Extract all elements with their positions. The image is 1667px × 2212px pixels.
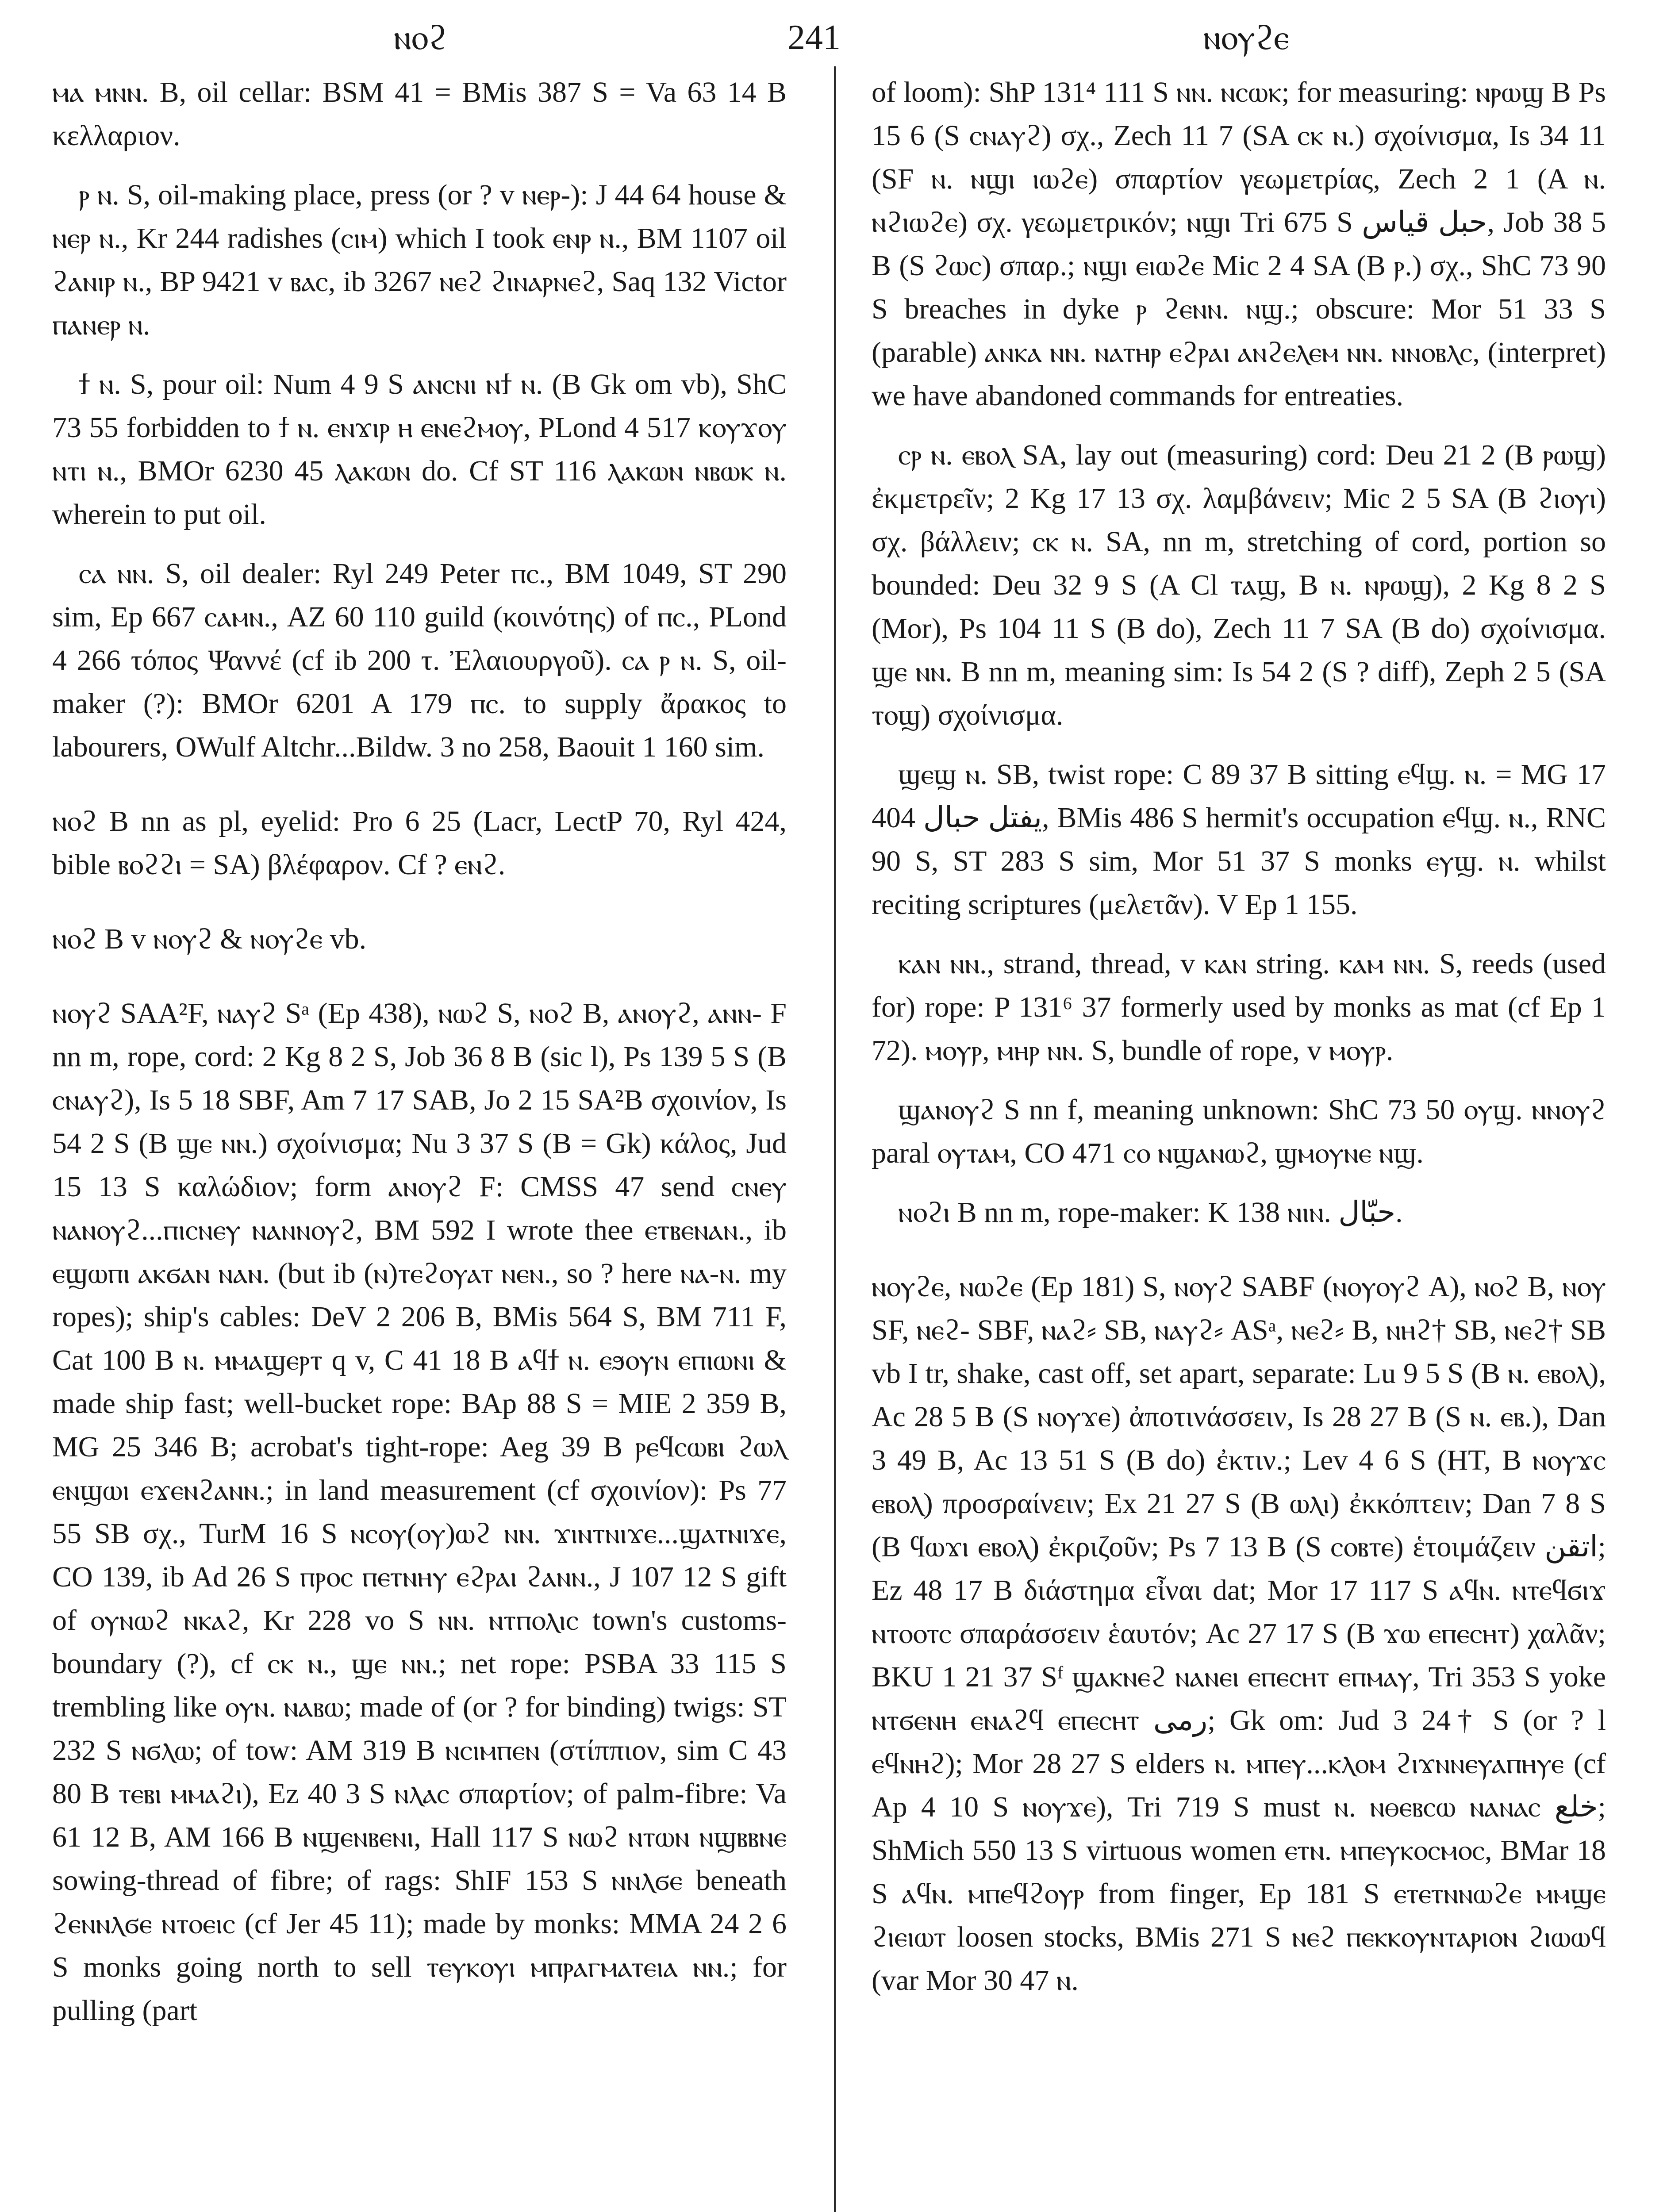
entry-paragraph: ϣⲁⲛⲟⲩϩ S nn f, meaning unknown: ShC 73 50 ⲟⲩϣ. ⲛⲛⲟⲩϩ paral ⲟⲩⲧⲁⲙ, CO 471 ⲥⲟ ⲛϣⲁⲛⲱϩ, ϣⲙⲟⲩⲛⲉ ⲛϣ. [872, 1094, 1606, 1169]
entry-paragraph: ⲛⲟϩ B nn as pl, eyelid: Pro 6 25 (Lacr, LectP 70, Ryl 424, bible ⲃⲟϩϩⲓ = SA) βλέφαρον. Cf ? ⲉⲛϩ. [52, 805, 787, 881]
page-number: 241 [787, 18, 841, 57]
entry-paragraph: ⲥⲁ ⲛⲛ. S, oil dealer: Ryl 249 Peter ⲡⲥ., BM 1049, ST 290 sim, Ep 667 ⲥⲁⲙⲛ., AZ 60 110 guild (κοινότης) of ⲡⲥ., PLond 4 266 τόπος Ψαννέ (cf ib 200 τ. Ἐλαιουργοῦ). ⲥⲁ ⲣ ⲛ. S, oil-maker (?): BMOr 6201 A 179 ⲡⲥ. to supply ἄρακος to labourers, OWulf Altchr...Bildw. 3 no 258, Baouit 1 160 sim. [52, 557, 787, 763]
running-header [0, 18, 1667, 71]
entry-paragraph: ϣⲉϣ ⲛ. SB, twist rope: C 89 37 B sitting ⲉϥϣ. ⲛ. = MG 17 404 يفتل حبال, BMis 486 S hermit's occupation ⲉϥϣ. ⲛ., RNC 90 S, ST 283 S sim, Mor 51 37 S monks ⲉⲩϣ. ⲛ. whilst reciting scriptures (μελετᾶν). V Ep 1 155. [872, 758, 1606, 921]
entry-paragraph: ⲕⲁⲛ ⲛⲛ., strand, thread, v ⲕⲁⲛ string. ⲕⲁⲙ ⲛⲛ. S, reeds (used for) rope: P 131⁶ 37 formerly used by monks as mat (cf Ep 1 72). ⲙⲟⲩⲣ, ⲙⲏⲣ ⲛⲛ. S, bundle of rope, v ⲙⲟⲩⲣ. [872, 948, 1606, 1067]
entry-paragraph: ⲛⲟⲩϩⲉ, ⲛⲱϩⲉ (Ep 181) S, ⲛⲟⲩϩ SABF (ⲛⲟⲩⲟⲩϩ A), ⲛⲟϩ B, ⲛⲟⲩ SF, ⲛⲉϩ- SBF, ⲛⲁϩ⸗ SB, ⲛⲁⲩϩ⸗ ASᵃ, ⲛⲉϩ⸗ B, ⲛⲏϩ† SB, ⲛⲉϩ† SB vb I tr, shake, cast off, set apart, separate: Lu 9 5 S (B ⲛ. ⲉⲃⲟⲗ), Ac 28 5 B (S ⲛⲟⲩϫⲉ) ἀποτινάσσειν, Is 28 27 B (S ⲛ. ⲉⲃ.), Dan 3 49 B, Ac 13 51 S (B do) ἐκτιν.; Lev 4 6 S (HT, B ⲛⲟⲩϫⲥ ⲉⲃⲟⲗ) προσραίνειν; Ex 21 27 S (B ⲱⲗⲓ) ἐκκόπτειν; Dan 7 8 S (B ϥⲱϫⲓ ⲉⲃⲟⲗ) ἐκριζοῦν; Ps 7 13 B (S ⲥⲟⲃⲧⲉ) ἑτοιμάζειν اتقن; Ez 48 17 B διάστημα εἶναι dat; Mor 17 117 S ⲁϥⲛ. ⲛⲧⲉϥϭⲓϫ ⲛⲧⲟⲟⲧⲥ σπαράσσειν ἑαυτόν; Ac 27 17 S (B ϫⲱ ⲉⲡⲉⲥⲏⲧ) χαλᾶν; BKU 1 21 37 Sᶠ ϣⲁⲕⲛⲉϩ ⲛⲁⲛⲉⲓ ⲉⲡⲉⲥⲏⲧ ⲉⲡⲙⲁⲩ, Tri 353 S yoke ⲛⲧϭⲉⲛⲏ ⲉⲛⲁϩϥ ⲉⲡⲉⲥⲏⲧ رمى; Gk om: Jud 3 24† S (or ? l ⲉϥⲛⲏϩ); Mor 28 27 S elders ⲛ. ⲙⲡⲉⲩ...ⲕⲗⲟⲙ ϩⲓϫⲛⲛⲉⲩⲁⲡⲏⲩⲉ (cf Ap 4 10 S ⲛⲟⲩϫⲉ), Tri 719 S must ⲛ. ⲛⲑⲉⲃⲥⲱ ⲛⲁⲛⲁⲥ خلع; ShMich 550 13 S virtuous women ⲉⲧⲛ. ⲙⲡⲉⲩⲕⲟⲥⲙⲟⲥ, BMar 18 S ⲁϥⲛ. ⲙⲡⲉϥϩⲟⲩⲣ from finger, Ep 181 S ⲉⲧⲉⲧⲛⲛⲱϩⲉ ⲙⲙϣⲉ ϩⲓⲉⲓⲱⲧ loosen stocks, BMis 271 S ⲛⲉϩ ⲡⲉⲕⲕⲟⲩⲛⲧⲁⲣⲓⲟⲛ ϩⲓⲱⲱϥ (var Mor 30 47 ⲛ. [872, 1271, 1606, 1997]
left-column [52, 71, 787, 2048]
entry-paragraph: ⲛⲟϩⲓ B nn m, rope-maker: K 138 ⲛⲓⲛ. حبّال. [898, 1196, 1403, 1229]
entry-paragraph: ⲙⲁ ⲙⲛⲛ. B, oil cellar: BSM 41 = BMis 387 S = Va 63 14 B κελλαριον. [52, 76, 787, 152]
right-column [872, 71, 1606, 2018]
header-right-headword: ⲛⲟⲩϩⲉ [1203, 18, 1289, 57]
entry-paragraph: ⲛⲟϩ B v ⲛⲟⲩϩ & ⲛⲟⲩϩⲉ vb. [52, 923, 367, 955]
entry-paragraph: of loom): ShP 131⁴ 111 S ⲛⲛ. ⲛⲥⲱⲕ; for measuring: ⲛⲣⲱϣ B Ps 15 6 (S ⲥⲛⲁⲩϩ) σχ., Zech 11 7 (SA ⲥⲕ ⲛ.) σχοίνισμα, Is 34 11 (SF ⲛ. ⲛϣⲓ ⲓⲱϩⲉ) σπαρτίον γεωμετρίας, Zech 2 1 (A ⲛ. ⲛϩⲓⲱϩⲉ) σχ. γεωμετρικόν; ⲛϣⲓ Tri 675 S حبل قياس, Job 38 5 B (S ϩⲱⲥ) σπαρ.; ⲛϣⲓ ⲉⲓⲱϩⲉ Mic 2 4 SA (B ⲣ.) σχ., ShC 73 90 S breaches in dyke ⲣ ϩⲉⲛⲛ. ⲛϣ.; obscure: Mor 51 33 S (parable) ⲁⲛⲕⲁ ⲛⲛ. ⲛⲁⲧⲏⲣ ⲉϩⲣⲁⲓ ⲁⲛϩⲉⲗⲉⲙ ⲛⲛ. ⲛⲛⲟⲃⲗⲥ, (interpret) we have abandoned commands for entreaties. [872, 76, 1606, 412]
entry-paragraph: ⲣ ⲛ. S, oil-making place, press (or ? v ⲛⲉⲣ-): J 44 64 house & ⲛⲉⲣ ⲛ., Kr 244 radishes (ⲥⲓⲙ) which I took ⲉⲛⲣ ⲛ., BM 1107 oil ϩⲁⲛⲓⲣ ⲛ., BP 9421 v ⲃⲁⲥ, ib 3267 ⲛⲉϩ ϩⲓⲛⲁⲣⲛⲉϩ, Saq 132 Victor ⲡⲁⲛⲉⲣ ⲛ. [52, 179, 787, 341]
column-divider [834, 66, 836, 2212]
entry-paragraph: ϯ ⲛ. S, pour oil: Num 4 9 S ⲁⲛⲥⲛⲓ ⲛϯ ⲛ. (B Gk om vb), ShC 73 55 forbidden to ϯ ⲛ. ⲉⲛϫⲓⲣ ⲏ ⲉⲛⲉϩⲙⲟⲩ, PLond 4 517 ⲕⲟⲩϫⲟⲩ ⲛⲧⲓ ⲛ., BMOr 6230 45 ⲗⲁⲕⲱⲛ do. Cf ST 116 ⲗⲁⲕⲱⲛ ⲛⲃⲱⲕ ⲛ. wherein to put oil. [52, 368, 787, 530]
entry-paragraph: ⲥⲣ ⲛ. ⲉⲃⲟⲗ SA, lay out (measuring) cord: Deu 21 2 (B ⲣⲱϣ) ἐκμετρεῖν; 2 Kg 17 13 σχ. λαμβάνειν; Mic 2 5 SA (B ϩⲓⲟⲩⲓ) σχ. βάλλειν; ⲥⲕ ⲛ. SA, nn m, stretching of cord, portion so bounded: Deu 32 9 S (A Cl ⲧⲁϣ, B ⲛ. ⲛⲣⲱϣ), 2 Kg 8 2 S (Mor), Ps 104 11 S (B do), Zech 11 7 SA (B do) σχοίνισμα. ϣⲉ ⲛⲛ. B nn m, meaning sim: Is 54 2 (S ? diff), Zeph 2 5 (SA ⲧⲟϣ) σχοίνισμα. [872, 439, 1606, 731]
entry-paragraph: ⲛⲟⲩϩ SAA²F, ⲛⲁⲩϩ Sᵃ (Ep 438), ⲛⲱϩ S, ⲛⲟϩ B, ⲁⲛⲟⲩϩ, ⲁⲛⲛ- F nn m, rope, cord: 2 Kg 8 2 S, Job 36 8 B (sic l), Ps 139 5 S (B ⲥⲛⲁⲩϩ), Is 5 18 SBF, Am 7 17 SAB, Jo 2 15 SA²B σχοινίον, Is 54 2 S (B ϣⲉ ⲛⲛ.) σχοίνισμα; Nu 3 37 S (B = Gk) κάλος, Jud 15 13 S καλώδιον; form ⲁⲛⲟⲩϩ F: CMSS 47 send ⲥⲛⲉⲩ ⲛⲁⲛⲟⲩϩ...ⲡⲓⲥⲛⲉⲩ ⲛⲁⲛⲛⲟⲩϩ, BM 592 I wrote thee ⲉⲧⲃⲉⲛⲁⲛ., ib ⲉϣⲱⲡⲓ ⲁⲕϭⲁⲛ ⲛⲁⲛ. (but ib (ⲛ)ⲧⲉϩⲟⲩⲁⲧ ⲛⲉⲛ., so ? here ⲛⲁ-ⲛ. my ropes); ship's cables: DeV 2 206 B, BMis 564 S, BM 711 F, Cat 100 B ⲛ. ⲙⲙⲁϣⲉⲣⲧ q v, C 41 18 B ⲁϥϯ ⲛ. ⲉϧⲟⲩⲛ ⲉⲡⲓⲱⲛⲓ & made ship fast; well-bucket rope: BAp 88 S = MIE 2 359 B, MG 25 346 B; acrobat's tight-rope: Aeg 39 B ⲣⲉϥⲥⲱⲃⲓ ϩⲱⲗ ⲉⲛϣⲱⲓ ⲉϫⲉⲛϩⲁⲛⲛ.; in land measurement (cf σχοινίον): Ps 77 55 SB σχ., TurM 16 S ⲛⲥⲟⲩ(ⲟⲩ)ⲱϩ ⲛⲛ. ϫⲓⲛⲧⲛⲓϫⲉ...ϣⲁⲧⲛⲓϫⲉ, CO 139, ib Ad 26 S ⲡⲣⲟⲥ ⲡⲉⲧⲛⲏⲩ ⲉϩⲣⲁⲓ ϩⲁⲛⲛ., J 107 12 S gift of ⲟⲩⲛⲱϩ ⲛⲕⲁϩ, Kr 228 vo S ⲛⲛ. ⲛⲧⲡⲟⲗⲓⲥ town's customs-boundary (?), cf ⲥⲕ ⲛ., ϣⲉ ⲛⲛ.; net rope: PSBA 33 115 S trembling like ⲟⲩⲛ. ⲛⲁⲃⲱ; made of (or ? for binding) twigs: ST 232 S ⲛϭⲗⲱ; of tow: AM 319 B ⲛⲥⲓⲙⲡⲉⲛ (στίππιον, sim C 43 80 B ⲧⲉⲃⲓ ⲙⲙⲁϩⲓ), Ez 40 3 S ⲛⲗⲁⲥ σπαρτίον; of palm-fibre: Va 61 12 B, AM 166 B ⲛϣⲉⲛⲃⲉⲛⲓ, Hall 117 S ⲛⲱϩ ⲛⲧⲱⲛ ⲛϣⲃⲃⲛⲉ sowing-thread of fibre; of rags: ShIF 153 S ⲛⲛⲗϭⲉ beneath ϩⲉⲛⲛⲗϭⲉ ⲛⲧⲟⲉⲓⲥ (cf Jer 45 11); made by monks: MMA 24 2 6 S monks going north to sell ⲧⲉⲩⲕⲟⲩⲓ ⲙⲡⲣⲁⲅⲙⲁⲧⲉⲓⲁ ⲛⲛ.; for pulling (part [52, 997, 787, 2027]
header-left-headword: ⲛⲟϩ [394, 18, 447, 57]
